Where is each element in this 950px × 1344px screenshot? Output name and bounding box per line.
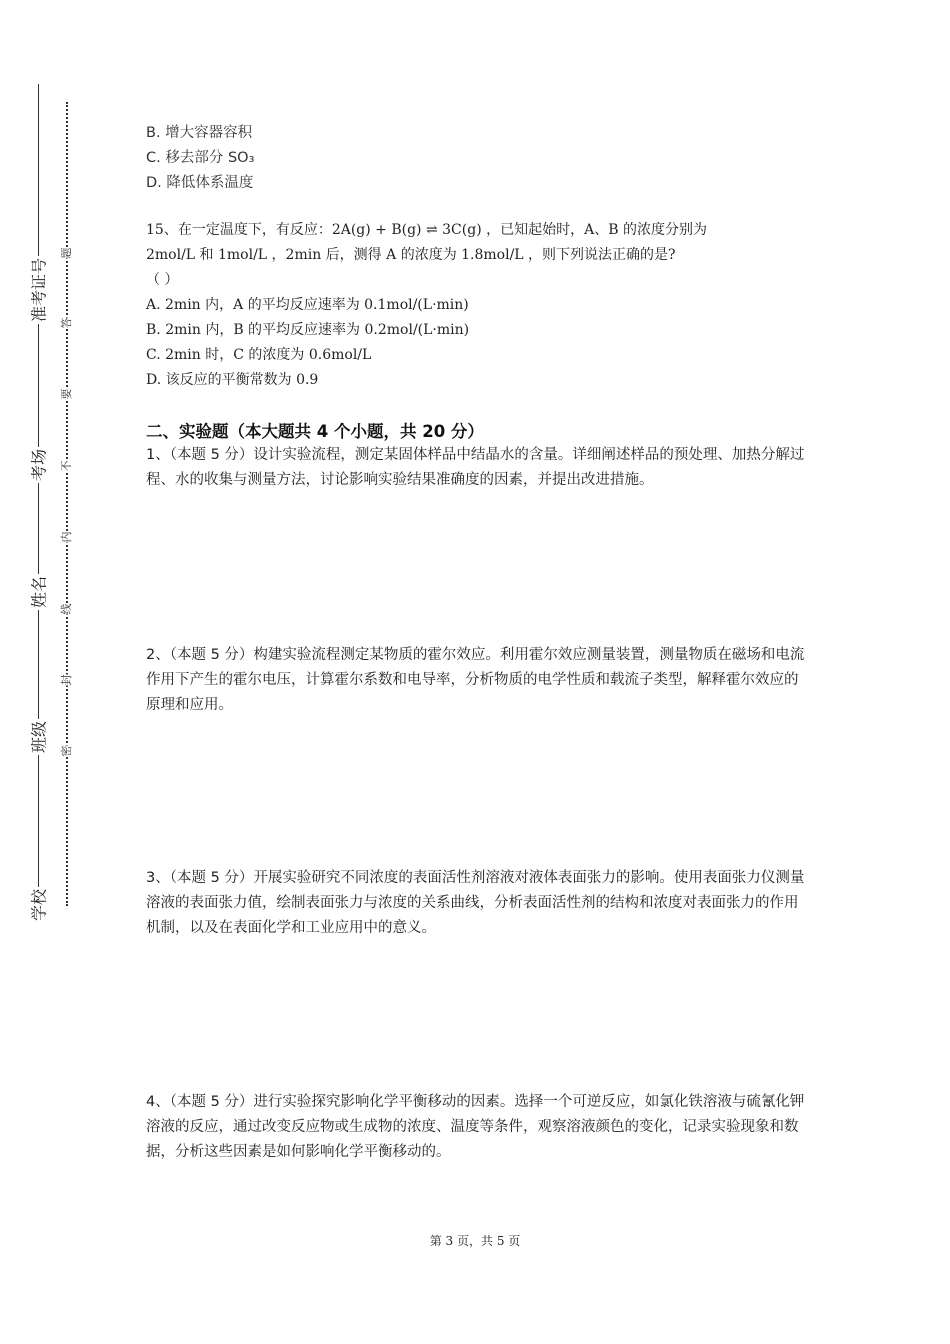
answer-blank: （ ） xyxy=(146,272,179,288)
experiment-question-2: 2、（本题 5 分）构建实验流程测定某物质的霍尔效应。利用霍尔效应测量装置，测量物质在磁场和电流作用下产生的霍尔电压，计算霍尔系数和电导率，分析物质的电学性质和载流子类型，解释霍尔效应的原理和应用。 xyxy=(146,647,805,713)
option-d: D. 该反应的平衡常数为 0.9 xyxy=(146,372,319,388)
option-c: C. 移去部分 SO₃ xyxy=(146,150,255,166)
page-footer: 第 3 页，共 5 页 xyxy=(429,1234,521,1248)
option-b: B. 增大容器容积 xyxy=(146,125,253,141)
seal-char: 要 xyxy=(60,388,73,400)
seal-char: 密 xyxy=(60,745,73,757)
experiment-question-3: 3、（本题 5 分）开展实验研究不同浓度的表面活性剂溶液对液体表面张力的影响。使用表面张力仪测量溶液的表面张力值，绘制表面张力与浓度的关系曲线，分析表面活性剂的结构和浓度对表面张力的作用机制，以及在表面化学和工业应用中的意义。 xyxy=(146,870,805,936)
field-label-exam-room: 考场 xyxy=(27,447,50,483)
seal-dotted-line xyxy=(66,102,68,906)
option-b: B. 2min 内，B 的平均反应速率为 0.2mol/(L·min) xyxy=(146,322,470,338)
field-label-exam-number: 准考证号 xyxy=(27,256,50,324)
field-label-name: 姓名 xyxy=(27,574,50,610)
option-a: A. 2min 内，A 的平均反应速率为 0.1mol/(L·min) xyxy=(146,297,469,313)
seal-char: 内 xyxy=(60,531,73,543)
seal-char: 封 xyxy=(60,674,73,686)
field-label-school: 学校 xyxy=(27,887,50,923)
binding-solid-line xyxy=(38,84,39,914)
option-c: C. 2min 时，C 的浓度为 0.6mol/L xyxy=(146,347,372,363)
experiment-question-4: 4、（本题 5 分）进行实验探究影响化学平衡移动的因素。选择一个可逆反应，如氯化铁溶液与硫氰化钾溶液的反应，通过改变反应物或生成物的浓度、温度等条件，观察溶液颜色的变化，记录实验现象和数据，分析这些因素是如何影响化学平衡移动的。 xyxy=(146,1094,805,1160)
seal-char: 答 xyxy=(60,317,73,329)
question-15-stem: 15、在一定温度下，有反应：2A(g) + B(g) ⇌ 3C(g) ，已知起始时，A、B 的浓度分别为 xyxy=(146,222,707,238)
option-d: D. 降低体系温度 xyxy=(146,175,254,191)
experiment-question-1: 1、（本题 5 分）设计实验流程，测定某固体样品中结晶水的含量。详细阐述样品的预处理、加热分解过程、水的收集与测量方法，讨论影响实验结果准确度的因素，并提出改进措施。 xyxy=(146,447,805,488)
section-title: 二、实验题（本大题共 4 个小题，共 20 分） xyxy=(146,422,484,441)
seal-char: 不 xyxy=(60,460,73,472)
seal-char: 题 xyxy=(60,247,73,259)
field-label-class: 班级 xyxy=(27,719,50,755)
seal-char: 线 xyxy=(60,603,73,615)
question-15-stem-cont: 2mol/L 和 1mol/L ，2min 后，测得 A 的浓度为 1.8mol/L ，则下列说法正确的是? xyxy=(146,247,676,263)
